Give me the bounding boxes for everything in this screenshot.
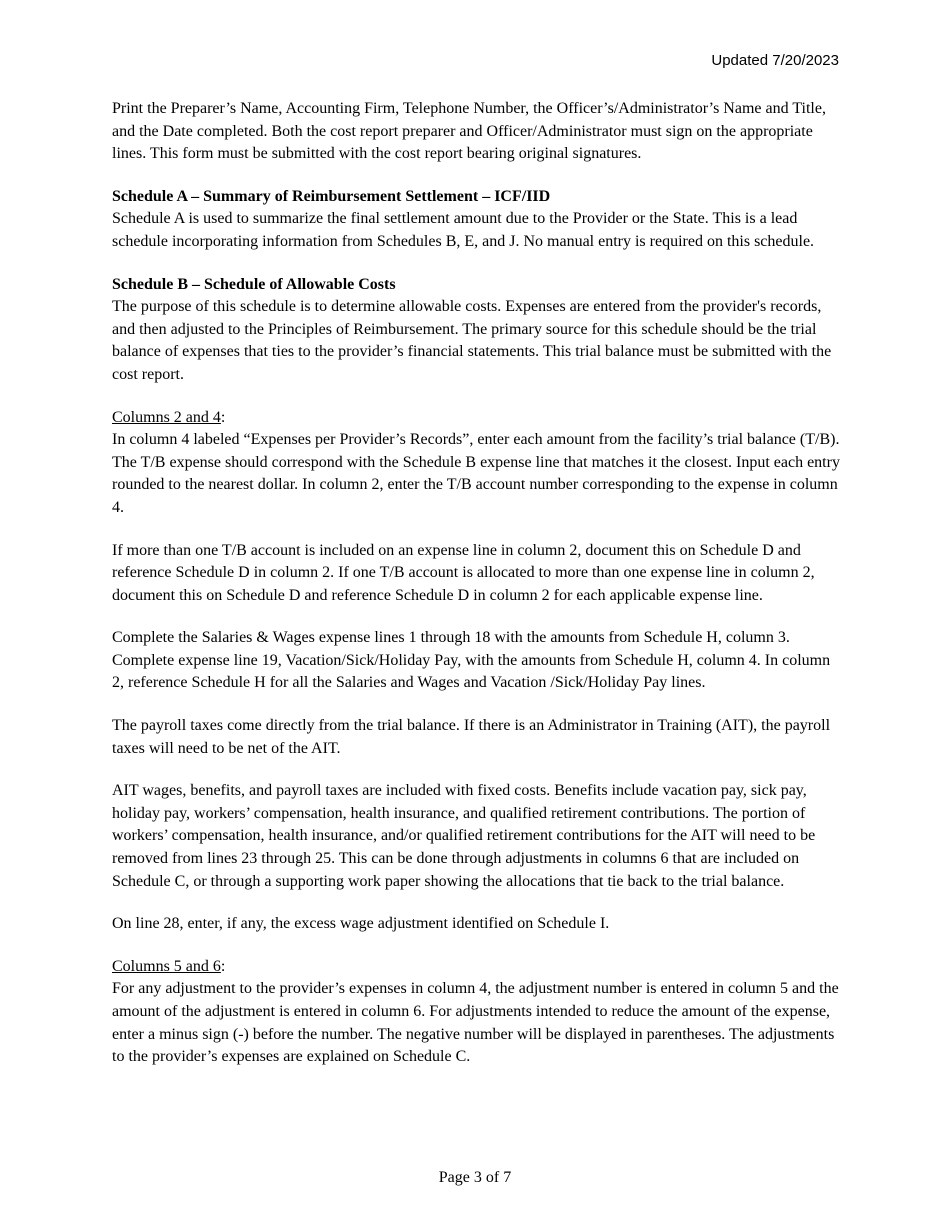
schedule-b-heading: Schedule B – Schedule of Allowable Costs [112,275,396,293]
columns-2-4-section [112,407,840,936]
schedule-b-section [112,274,840,387]
columns-2-4-paragraph-2: If more than one T/B account is included on an expense line in column 2, document this on Schedule D and reference Schedule D in column 2. If one T/B account is allocated to more than one expense line in column 2, document this on Schedule D and reference Schedule D in column 2 for each applicable expense line. [112,541,815,604]
schedule-a-body: Schedule A is used to summarize the final settlement amount due to the Provider or the State. This is a lead schedule incorporating information from Schedules B, E, and J. No manual entry is required on this schedule. [112,210,815,250]
schedule-b-body: The purpose of this schedule is to determine allowable costs. Expenses are entered from the provider's records, and then adjusted to the Principles of Reimbursement. The primary source for this schedule should be the trial balance of expenses that ties to the provider’s financial statements. This trial balance must be submitted with the cost report. [112,298,832,383]
columns-5-6-section [112,956,840,1069]
page-number: Page 3 of 7 [438,1169,512,1186]
columns-2-4-paragraph-5: AIT wages, benefits, and payroll taxes are included with fixed costs. Benefits include vacation pay, sick pay, holiday pay, workers’ compensation, health insurance, and qualified retirement contributions. The portion of workers’ compensation, health insurance, and/or qualified retirement contributions for the AIT will need to be removed from lines 23 through 25. This can be done through adjustments in columns 6 that are included on Schedule C, or through a supporting work paper showing the allocations that tie back to the trial balance. [112,782,816,890]
columns-2-4-heading-colon: : [220,408,226,426]
updated-date: Updated 7/20/2023 [711,52,839,69]
columns-2-4-paragraph-1: In column 4 labeled “Expenses per Provider’s Records”, enter each amount from the facility’s trial balance (T/B). The T/B expense should correspond with the Schedule B expense line that matches it the closest. Input each entry rounded to the nearest dollar. In column 2, enter the T/B account number corresponding to the expense in column 4. [112,431,840,516]
columns-2-4-paragraph-3: Complete the Salaries & Wages expense lines 1 through 18 with the amounts from Schedule H, column 3. Complete expense line 19, Vacation/Sick/Holiday Pay, with the amounts from Schedule H, column 4. In column 2, reference Schedule H for all the Salaries and Wages and Vacation /Sick/Holiday Pay lines. [112,629,831,692]
intro-paragraph: Print the Preparer’s Name, Accounting Firm, Telephone Number, the Officer’s/Administrator’s Name and Title, and the Date completed. Both the cost report preparer and Officer/Administrator must sign on the appropriate lines. This form must be submitted with the cost report bearing original signatures. [112,100,826,163]
columns-5-6-heading-line [112,956,840,979]
schedule-a-section [112,186,840,254]
document-body [112,98,840,1089]
columns-5-6-heading-colon: : [220,957,226,975]
columns-2-4-paragraph-6: On line 28, enter, if any, the excess wage adjustment identified on Schedule I. [112,915,610,933]
columns-2-4-paragraph-4: The payroll taxes come directly from the trial balance. If there is an Administrator in Training (AIT), the payroll taxes will need to be net of the AIT. [112,717,831,757]
columns-2-4-heading: Columns 2 and 4 [112,408,221,426]
schedule-a-heading: Schedule A – Summary of Reimbursement Settlement – ICF/IID [112,187,551,205]
columns-5-6-body: For any adjustment to the provider’s expenses in column 4, the adjustment number is entered in column 5 and the amount of the adjustment is entered in column 6. For adjustments intended to reduce the amount of the expense, enter a minus sign (-) before the number. The negative number will be displayed in parentheses. The adjustments to the provider’s expenses are explained on Schedule C. [112,980,839,1066]
columns-2-4-heading-line [112,407,840,430]
columns-5-6-heading: Columns 5 and 6 [112,957,221,975]
